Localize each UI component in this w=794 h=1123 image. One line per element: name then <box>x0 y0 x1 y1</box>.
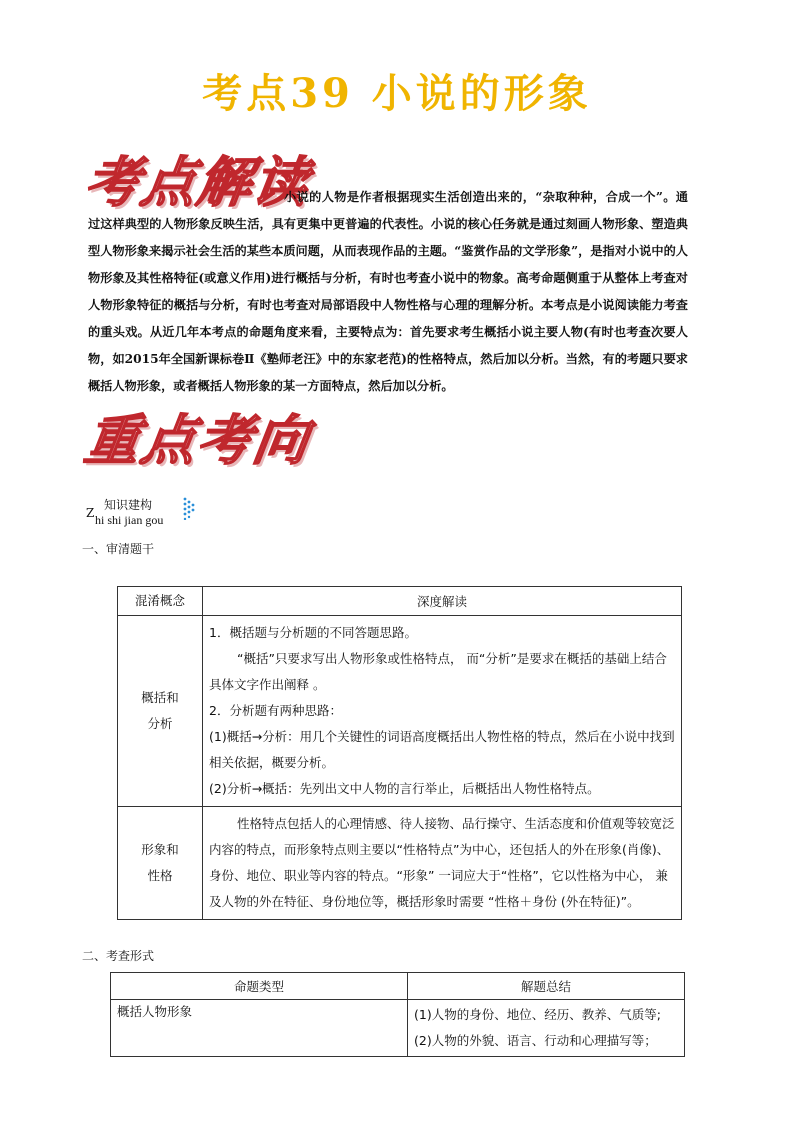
concept-table <box>117 586 682 920</box>
question-type-cell: 概括人物形象 <box>111 1000 408 1057</box>
chevron-dots-icon <box>182 496 198 520</box>
explanation-line: 1．概括题与分析题的不同答题思路。 <box>209 625 417 640</box>
knowledge-pinyin: hi shi jian gou <box>95 513 164 527</box>
page-title: 考点39 小说的形象 <box>202 70 592 117</box>
table-header-row <box>118 587 682 616</box>
summary-line: (1)人物的身份、地位、经历、教养、气质等; <box>414 1007 661 1022</box>
summary-cell <box>408 1000 685 1057</box>
concept-cell <box>118 616 203 807</box>
knowledge-initial: Z <box>86 506 95 520</box>
explanation-cell <box>203 616 682 807</box>
summary-line: (2)人物的外貌、语言、行动和心理描写等； <box>414 1033 657 1048</box>
table-header: 解题总结 <box>408 973 685 1000</box>
explanation-line: 性格特点包括人的心理情感、待人接物、品行操守、生活态度和价值观等较宽泛内容的特点，而形象特点则主要以“性格特点”为中心，还包括人的外在形象(肖像)、身份、地位、职业等内容的特点。“形象” 一词应大于“性格”，它以性格为中心， 兼及人物的外在特征、身份地位等，概括形象时需要 “性格＋身份 (外在特征)”。 <box>209 816 675 909</box>
question-type-table <box>110 972 685 1057</box>
explanation-line: (1)概括→分析：用几个关键性的词语高度概括出人物性格的特点，然后在小说中找到相关依据，概要分析。 <box>209 729 675 770</box>
table-header: 深度解读 <box>203 587 682 616</box>
section-heading-1: 一、审清题干 <box>82 542 155 556</box>
table-row <box>118 616 682 807</box>
explanation-line: (2)分析→概括：先列出文中人物的言行举止，后概括出人物性格特点。 <box>209 781 600 796</box>
explanation-line: “概括”只要求写出人物形象或性格特点， 而“分析”是要求在概括的基础上结合具体文字作出阐释 。 <box>209 651 667 692</box>
explanation-line: 2．分析题有两种思路： <box>209 703 342 718</box>
concept-label: 概括和分析 <box>141 690 179 731</box>
table-header-row <box>111 973 685 1000</box>
table-header: 混淆概念 <box>118 587 203 616</box>
knowledge-label: 知识建构 <box>104 498 153 512</box>
table-row <box>118 807 682 920</box>
explanation-cell <box>203 807 682 920</box>
banner-zhongdian-kaoxiang: 重点考向 <box>81 408 315 472</box>
table-row <box>111 1000 685 1057</box>
banner-kaodian-jiedu: 考点解读 <box>81 150 315 214</box>
table-header: 命题类型 <box>111 973 408 1000</box>
knowledge-construction-header <box>82 494 232 530</box>
concept-label: 形象和性格 <box>141 842 179 883</box>
intro-paragraph: 小说的人物是作者根据现实生活创造出来的，“杂取种种，合成一个”。通过这样典型的人物形象反映生活，具有更集中更普遍的代表性。小说的核心任务就是通过刻画人物形象、塑造典型人物形象来揭示社会生活的某些本质问题，从而表现作品的主题。“鉴赏作品的文学形象”，是指对小说中的人物形象及其性格特征(或意义作用)进行概括与分析，有时也考查小说中的物象。高考命题侧重于从整体上考查对人物形象特征的概括与分析，有时也考查对局部语段中人物性格与心理的理解分析。本考点是小说阅读能力考查的重头戏。从近几年本考点的命题角度来看，主要特点为：首先要求考生概括小说主要人物(有时也考查次要人物，如2015年全国新课标卷Ⅱ《塾师老汪》中的东家老范)的性格特点，然后加以分析。当然，有的考题只要求概括人物形象，或者概括人物形象的某一方面特点，然后加以分析。 <box>88 190 688 393</box>
section-heading-2: 二、考查形式 <box>82 949 155 963</box>
concept-cell <box>118 807 203 920</box>
